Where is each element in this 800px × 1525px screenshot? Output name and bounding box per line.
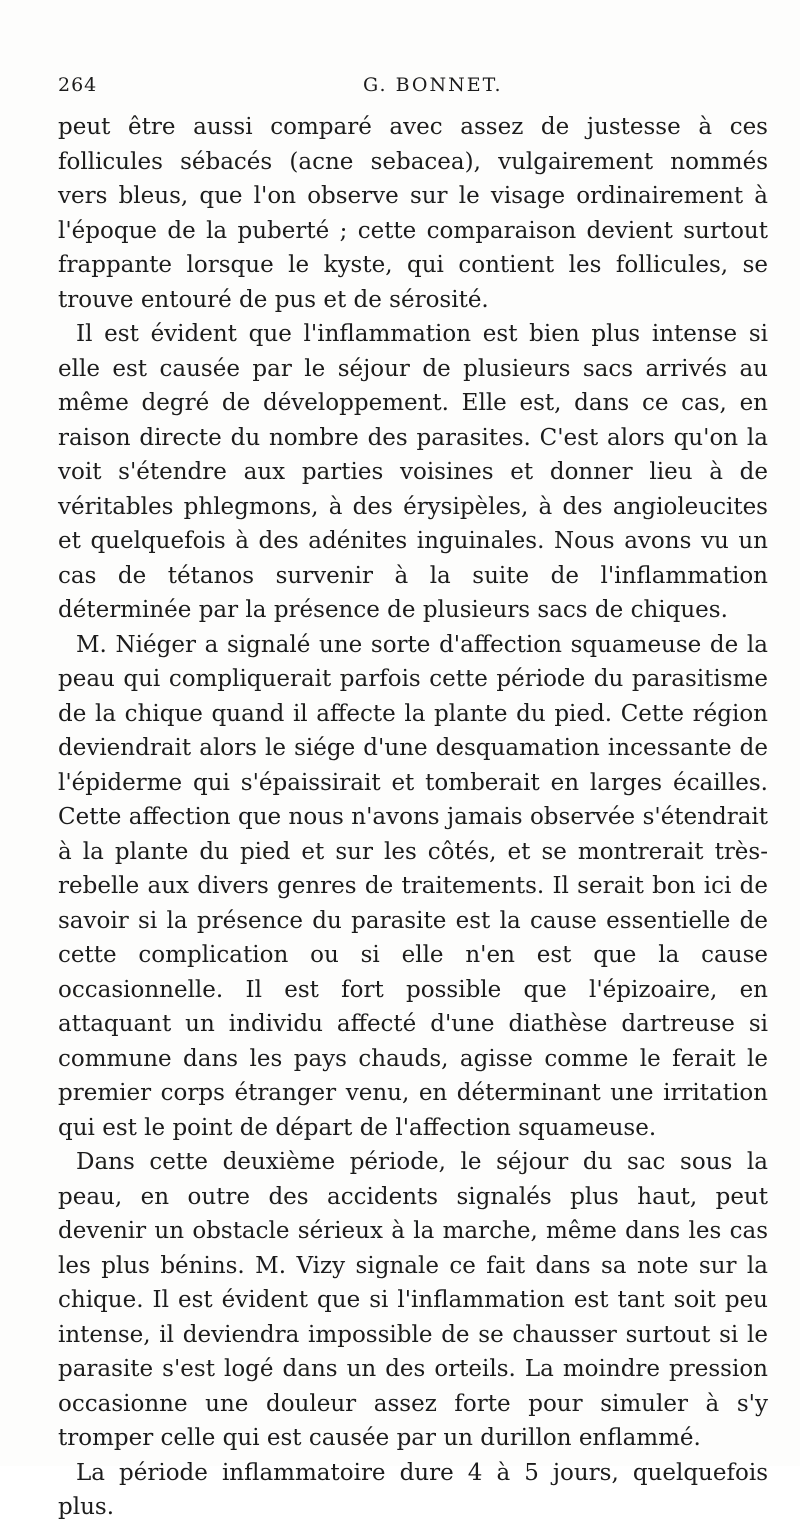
paragraph-continuation: peut être aussi comparé avec assez de justesse à ces follicules sébacés (acne sebacea), vulgairement nommés vers bleus, que l'on observe sur le visage ordinairement à l'époque de la puberté ; cette comparaison devient surtout frappante lorsque le kyste, qui contient les follicules, se trouve entouré de pus et de sérosité. bbox=[58, 114, 768, 313]
paragraph-squamous-affection: M. Niéger a signalé une sorte d'affection squameuse de la peau qui compliquerait parfois cette période du parasitisme de la chique quand il affecte la plante du pied. Cette région deviendrait alors le siége d'une desquamation incessante de l'épiderme qui s'épaissirait et tomberait en larges écailles. Cette affection que nous n'avons jamais observée s'étendrait à la plante du pied et sur les côtés, et se montrerait très-rebelle aux divers genres de traitements. Il serait bon ici de savoir si la présence du parasite est la cause essentielle de cette complication ou si elle n'en est que la cause occasionnelle. Il est fort possible que l'épizoaire, en attaquant un individu affecté d'une diathèse dartreuse si commune dans les pays chauds, agisse comme le ferait le premier corps étranger venu, en déterminant une irritation qui est le point de départ de l'affection squameuse. bbox=[58, 631, 768, 1141]
running-head bbox=[58, 74, 768, 104]
paragraph-inflammation: Il est évident que l'inflammation est bien plus intense si elle est causée par le séjour de plusieurs sacs arrivés au même degré de développement. Elle est, dans ce cas, en raison directe du nombre des parasites. C'est alors qu'on la voit s'étendre aux parties voisines et donner lieu à de véritables phlegmons, à des érysipèles, à des angioleucites et quelquefois à des adénites inguinales. Nous avons vu un cas de tétanos survenir à la suite de l'inflammation déterminée par la présence de plusieurs sacs de chiques. bbox=[58, 321, 768, 623]
paragraph-second-period: Dans cette deuxième période, le séjour du sac sous la peau, en outre des accidents signalés plus haut, peut devenir un obstacle sérieux à la marche, même dans les cas les plus bénins. M. Vizy signale ce fait dans sa note sur la chique. Il est évident que si l'inflammation est tant soit peu intense, il deviendra impossible de se chausser surtout si le parasite s'est logé dans un des orteils. La moindre pression occasionne une douleur assez forte pour simuler à s'y tromper celle qui est causée par un durillon enflammé. bbox=[58, 1149, 768, 1451]
page-number: 264 bbox=[58, 74, 98, 96]
running-title: G. BONNET. bbox=[363, 74, 503, 96]
body-text bbox=[58, 110, 768, 1525]
paragraph-duration: La période inflammatoire dure 4 à 5 jours, quelquefois plus. bbox=[58, 1459, 768, 1520]
